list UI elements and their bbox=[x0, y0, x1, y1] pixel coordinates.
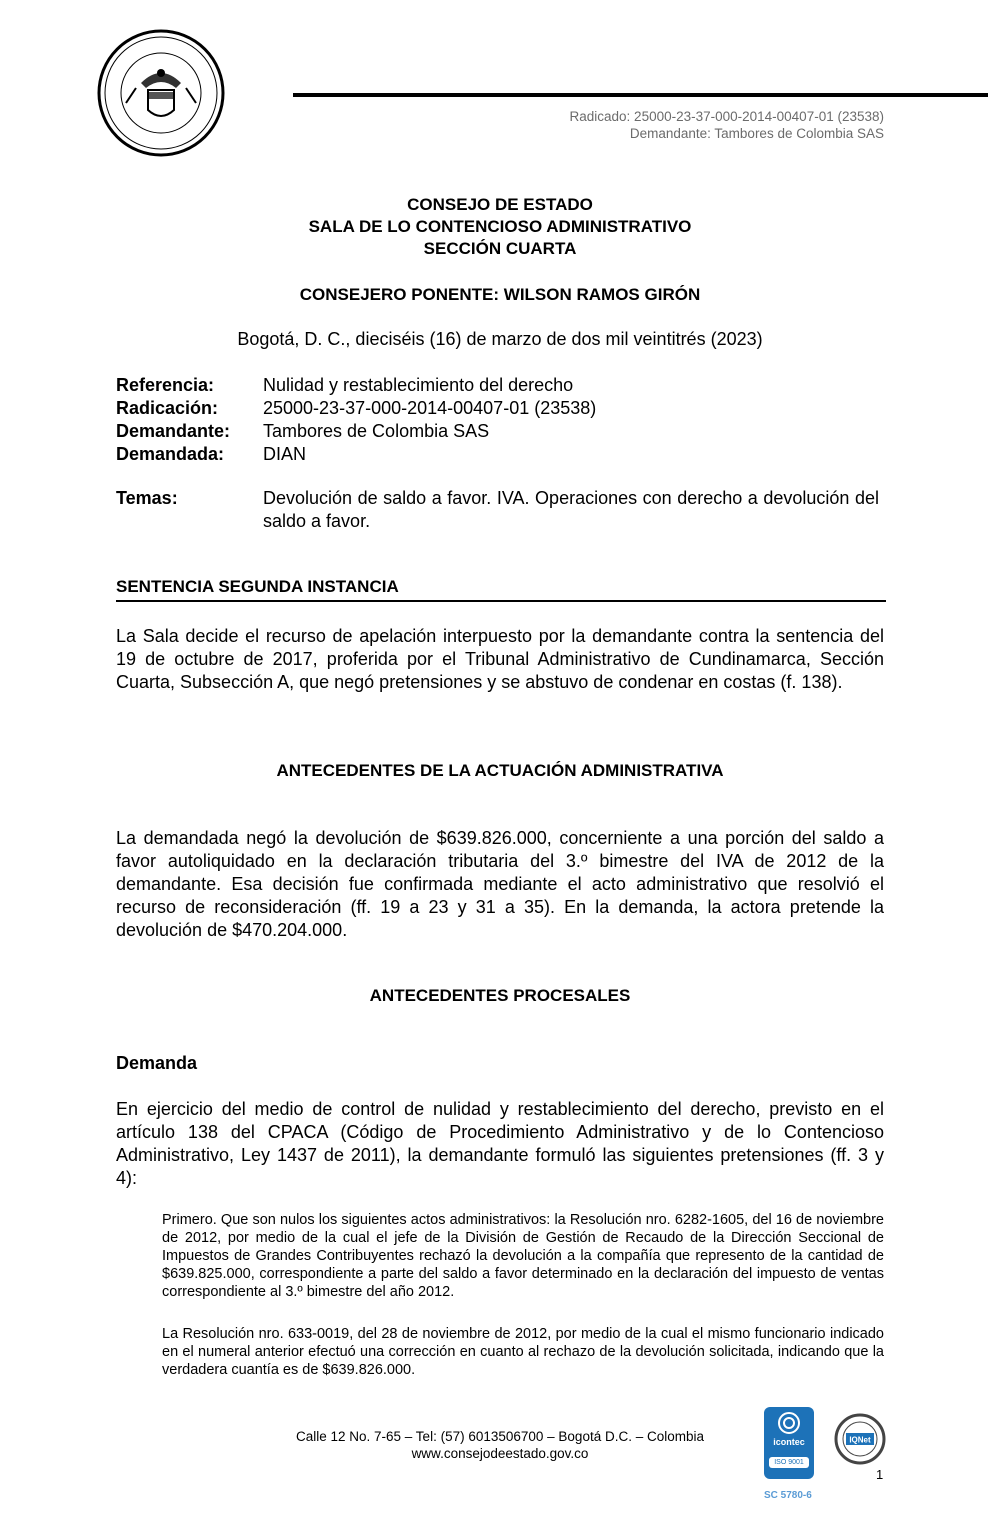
paragraph-demanda: En ejercicio del medio de control de nulidad y restablecimiento del derecho, previsto en el artículo 138 del CPACA (Código de Procedimiento Administrativo y de lo Contencioso Administrativo, Ley 1437 de 2011), la demandante formuló las siguientes pretensiones (ff. 3 y 4): bbox=[116, 1099, 884, 1188]
paragraph-decision: La Sala decide el recurso de apelación interpuesto por la demandante contra la sentencia del 19 de octubre de 2017, proferida por el Tribunal Administrativo de Cundinamarca, Sección Cuarta, Subsección A, que negó pretensiones y se abstuvo de condenar en costas (f. 138). bbox=[116, 626, 884, 692]
iqnet-logo-icon bbox=[834, 1413, 886, 1465]
topics bbox=[116, 487, 884, 533]
date-line: Bogotá, D. C., dieciséis (16) de marzo de dos mil veintitrés (2023) bbox=[237, 329, 763, 349]
footer bbox=[200, 1428, 800, 1462]
header-demandante: Demandante: Tambores de Colombia SAS bbox=[629, 126, 884, 141]
iqnet-label: IQNet bbox=[849, 1435, 871, 1445]
header-meta bbox=[570, 108, 884, 142]
reference-value: 25000-23-37-000-2014-00407-01 (23538) bbox=[263, 398, 597, 418]
heading-demanda: Demanda bbox=[116, 1053, 198, 1073]
topics-value: Devolución de saldo a favor. IVA. Operaciones con derecho a devolución del saldo a favor. bbox=[263, 488, 879, 531]
reference-row bbox=[116, 420, 596, 443]
ponente: CONSEJERO PONENTE: WILSON RAMOS GIRÓN bbox=[299, 285, 701, 304]
reference-label: Demandada: bbox=[116, 444, 225, 464]
reference-value: Tambores de Colombia SAS bbox=[263, 421, 490, 441]
reference-label: Referencia: bbox=[116, 375, 215, 395]
reference-value: DIAN bbox=[263, 444, 307, 464]
heading-antecedentes: ANTECEDENTES DE LA ACTUACIÓN ADMINISTRATIVA bbox=[276, 761, 724, 780]
heading-procesales: ANTECEDENTES PROCESALES bbox=[369, 986, 631, 1005]
reference-value: Nulidad y restablecimiento del derecho bbox=[263, 375, 574, 395]
court-title-line3: SECCIÓN CUARTA bbox=[423, 239, 577, 258]
court-title bbox=[116, 194, 884, 260]
reference-label: Demandante: bbox=[116, 421, 231, 441]
sentencia-title: SENTENCIA SEGUNDA INSTANCIA bbox=[116, 577, 886, 602]
icontec-label: icontec bbox=[773, 1437, 805, 1447]
reference-row bbox=[116, 374, 596, 397]
reference-row bbox=[116, 397, 596, 420]
reference-table bbox=[116, 374, 596, 466]
court-title-line1: CONSEJO DE ESTADO bbox=[407, 195, 593, 214]
header-radicado: Radicado: 25000-23-37-000-2014-00407-01 (23538) bbox=[569, 109, 884, 124]
header-rule bbox=[293, 93, 988, 97]
icontec-logo-icon bbox=[764, 1407, 814, 1479]
footer-web-link[interactable]: www.consejodeestado.gov.co bbox=[411, 1446, 589, 1461]
page-number: 1 bbox=[876, 1467, 884, 1482]
sc-certificate-code: SC 5780-6 bbox=[764, 1490, 812, 1501]
icontec-swirl-icon bbox=[764, 1407, 814, 1437]
iso-label: ISO 9001 bbox=[769, 1457, 809, 1468]
court-title-line2: SALA DE LO CONTENCIOSO ADMINISTRATIVO bbox=[308, 217, 692, 236]
topics-label: Temas: bbox=[116, 488, 178, 508]
paragraph-antecedentes: La demandada negó la devolución de $639.826.000, concerniente a una porción del saldo a favor autoliquidado en la declaración tributaria del 3.º bimestre del IVA de 2012 de la demandante. Esa decisión fue confirmada mediante el acto administrativo que resolvió el recurso de reconsideración (ff. 19 a 23 y 31 a 35). En la demanda, la actora pretende la devolución de $470.204.000. bbox=[116, 828, 884, 940]
quote-pretension-1: Primero. Que son nulos los siguientes actos administrativos: la Resolución nro. 6282-1605, del 16 de noviembre de 2012, por medio de la cual el jefe de la División de Gestión de Recaudo de la Dirección Seccional de Impuestos de Grandes Contribuyentes rechazó la devolución a la compañía que represento de la cantidad de $639.825.000, correspondiente a parte del saldo a favor determinado en la declaración del impuesto de ventas correspondiente al 3.º bimestre del año 2012. bbox=[162, 1212, 884, 1300]
reference-row bbox=[116, 443, 596, 466]
footer-address: Calle 12 No. 7-65 – Tel: (57) 6013506700 – Bogotá D.C. – Colombia bbox=[295, 1429, 704, 1444]
quote-pretension-2: La Resolución nro. 633-0019, del 28 de noviembre de 2012, por medio de la cual el mismo funcionario indicado en el numeral anterior efectuó una corrección en cuanto al rechazo de la devolución solicitada, indicando que la verdadera cuantía es de $639.826.000. bbox=[162, 1326, 884, 1378]
reference-label: Radicación: bbox=[116, 398, 219, 418]
consejo-de-estado-seal-icon bbox=[96, 28, 226, 158]
